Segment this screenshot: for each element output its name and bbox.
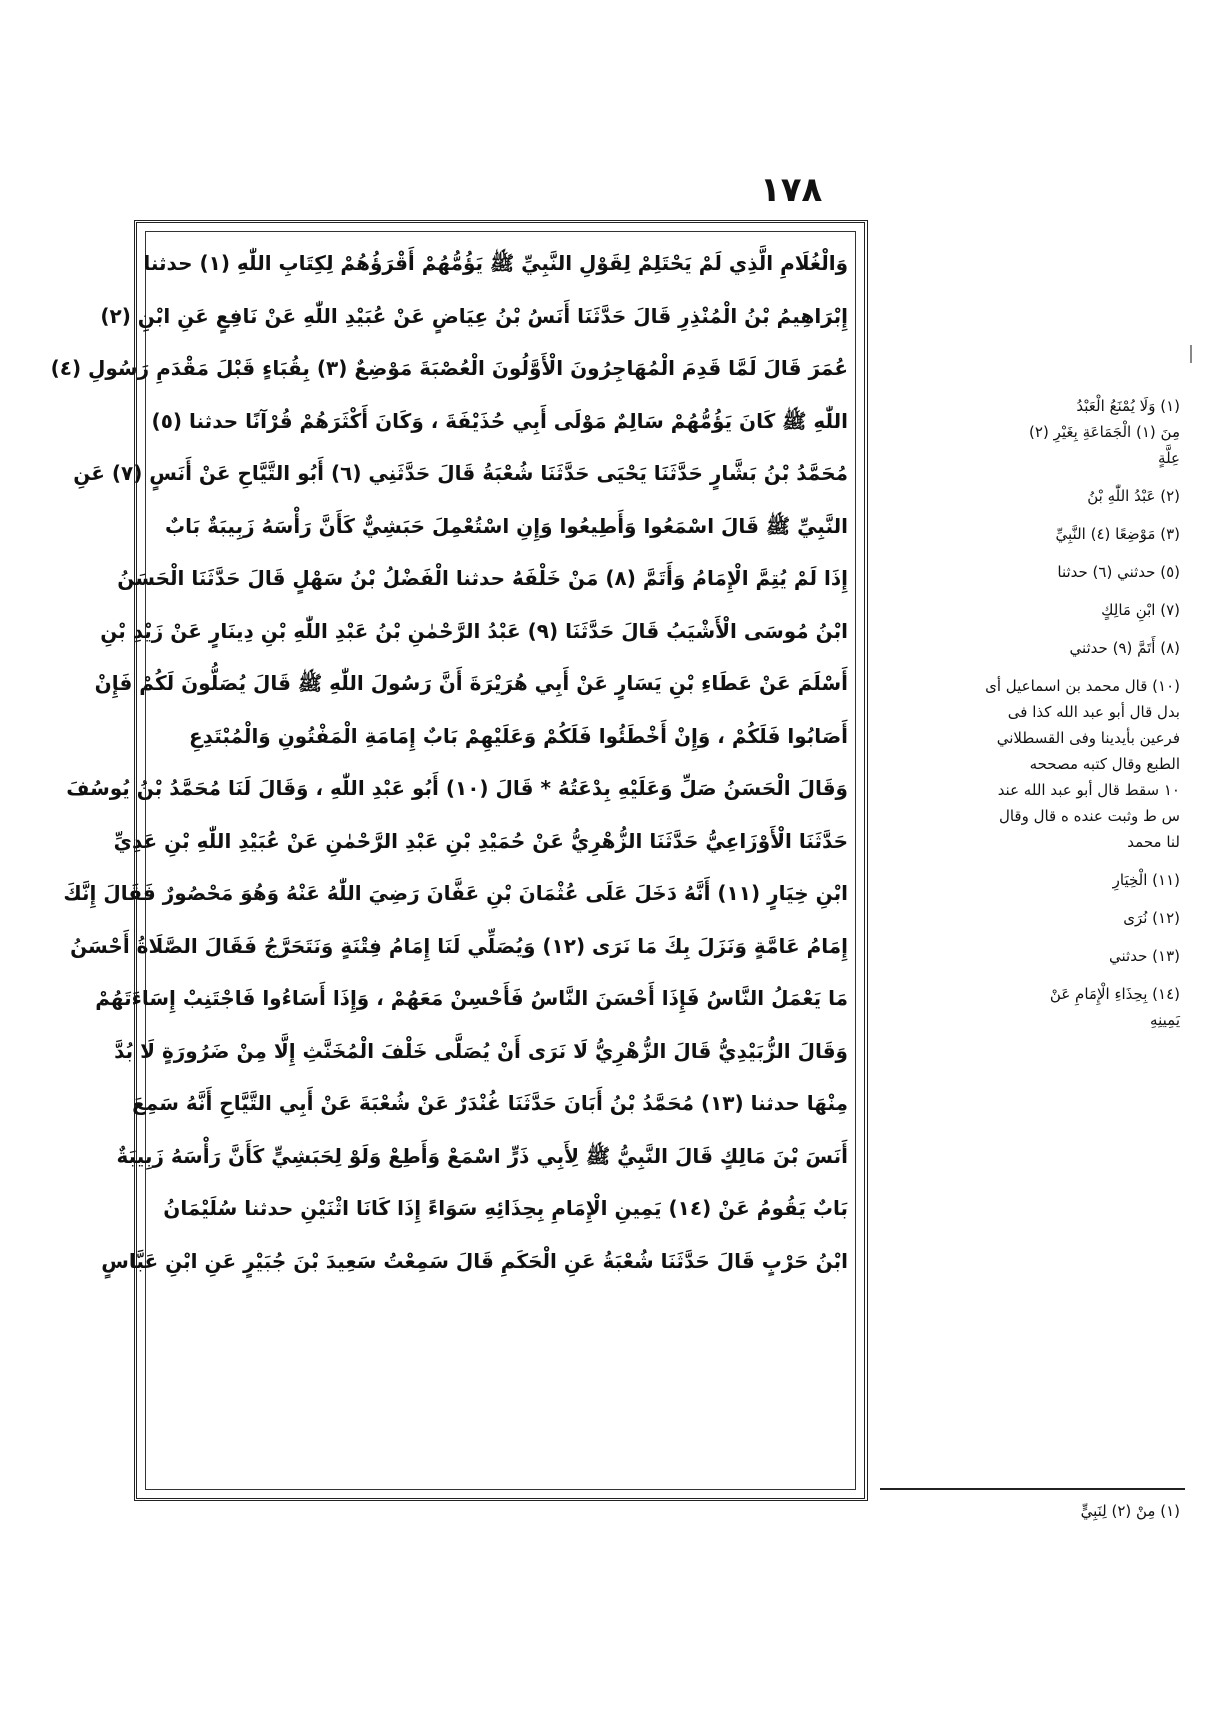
marginal-note: (١٤) بِحِذَاءِ الْإِمَامِ عَنْ: [1049, 985, 1180, 1003]
text-line: حَدَّثَنَا الْأَوْزَاعِيُّ حَدَّثَنَا الزُّهْرِيُّ عَنْ حُمَيْدِ بْنِ عَبْدِ الرَّحْمٰنِ عَنْ عُبَيْدِ اللّٰهِ بْنِ عَدِيِّ: [113, 828, 848, 853]
marginal-note: ١٠ سقط قال أبو عبد الله عند: [997, 781, 1180, 799]
text-line: بَابٌ يَقُومُ عَنْ (١٤) يَمِينِ الْإِمَامِ بِحِذَائِهِ سَوَاءً إِذَا كَانَا اثْنَيْنِ حدثنا سُلَيْمَانُ: [163, 1196, 848, 1220]
marginal-note: فرعين بأيدينا وفى القسطلاني: [996, 729, 1180, 747]
marginal-note: (١) وَلَا يُمْنَعُ الْعَبْدُ: [1076, 397, 1180, 415]
text-line: ابْنِ خِيَارٍ (١١) أَنَّهُ دَخَلَ عَلَى عُثْمَانَ بْنِ عَفَّانَ رَضِيَ اللّٰهُ عَنْهُ وَهُوَ مَحْصُورٌ فَقَالَ إِنَّكَ: [63, 881, 848, 905]
text-line: مُحَمَّدُ بْنُ بَشَّارٍ حَدَّثَنَا يَحْيَى حَدَّثَنَا شُعْبَةُ قَالَ حَدَّثَنِي (٦) أَبُو التَّيَّاحِ عَنْ أَنَسٍ (٧) عَنِ: [73, 461, 848, 485]
text-line: إِبْرَاهِيمُ بْنُ الْمُنْذِرِ قَالَ حَدَّثَنَا أَنَسُ بْنُ عِيَاضٍ عَنْ عُبَيْدِ اللّٰهِ عَنْ نَافِعٍ عَنِ ابْنِ (٢): [100, 303, 848, 328]
main-text-body: [50, 237, 848, 1287]
marginal-note: (١٠) قال محمد بن اسماعيل أى: [985, 677, 1180, 695]
text-line: أَنَسَ بْنَ مَالِكٍ قَالَ النَّبِيُّ ﷺ لِأَبِي ذَرٍّ اسْمَعْ وَأَطِعْ وَلَوْ لِحَبَشِيٍّ كَأَنَّ رَأْسَهُ زَبِيبَةٌ: [116, 1143, 848, 1168]
text-line: مِنْهَا حدثنا (١٣) مُحَمَّدُ بْنُ أَبَانَ حَدَّثَنَا غُنْدَرٌ عَنْ شُعْبَةَ عَنْ أَبِي التَّيَّاحِ أَنَّهُ سَمِعَ: [132, 1091, 848, 1115]
text-line: النَّبِيِّ ﷺ قَالَ اسْمَعُوا وَأَطِيعُوا وَإِنِ اسْتُعْمِلَ حَبَشِيٌّ كَأَنَّ رَأْسَهُ زَبِيبَةٌ بَابٌ: [165, 513, 848, 538]
marginal-note: عِلَّةٍ: [1158, 449, 1180, 467]
marginal-note: مِنَ (١) الْجَمَاعَةِ بِغَيْرِ (٢): [1029, 423, 1180, 441]
text-line: إِذَا لَمْ يُتِمَّ الْإِمَامُ وَأَتَمَّ (٨) مَنْ خَلْفَهُ حدثنا الْفَضْلُ بْنُ سَهْلٍ قَالَ حَدَّثَنَا الْحَسَنُ: [117, 566, 848, 590]
marginal-note: (٣) مَوْضِعًا (٤) النَّبِيِّ: [1055, 525, 1180, 543]
marginal-note: (١٢) نُرَى: [1123, 909, 1180, 927]
bottom-footnote: (١) مِنْ (٢) لِنَبِيٍّ: [1080, 1502, 1180, 1520]
main-text-frame: [50, 220, 868, 1501]
text-line: ابْنُ مُوسَى الْأَشْيَبُ قَالَ حَدَّثَنَا (٩) عَبْدُ الرَّحْمٰنِ بْنُ عَبْدِ اللّٰهِ بْنِ دِينَارٍ عَنْ زَيْدِ بْنِ: [100, 618, 848, 643]
text-line: وَالْغُلَامِ الَّذِي لَمْ يَحْتَلِمْ لِقَوْلِ النَّبِيِّ ﷺ يَؤُمُّهُمْ أَقْرَؤُهُمْ لِكِتَابِ اللّٰهِ (١) حدثنا: [143, 251, 848, 275]
marginal-notes: [880, 395, 1180, 1047]
marginal-note: (٢) عَبْدُ اللّٰهِ بْنُ: [1087, 487, 1180, 505]
text-line: وَقَالَ الزُّبَيْدِيُّ قَالَ الزُّهْرِيُّ لَا نَرَى أَنْ يُصَلَّى خَلْفَ الْمُخَنَّثِ إِلَّا مِنْ ضَرُورَةٍ لَا بُدَّ: [114, 1038, 848, 1063]
text-line: ابْنُ حَرْبٍ قَالَ حَدَّثَنَا شُعْبَةُ عَنِ الْحَكَمِ قَالَ سَمِعْتُ سَعِيدَ بْنَ جُبَيْرٍ عَنِ ابْنِ عَبَّاسٍ: [101, 1248, 848, 1273]
text-line: مَا يَعْمَلُ النَّاسُ فَإِذَا أَحْسَنَ النَّاسُ فَأَحْسِنْ مَعَهُمْ ، وَإِذَا أَسَاءُوا فَاجْتَنِبْ إِسَاءَتَهُمْ: [95, 986, 848, 1010]
marginal-note: لنا محمد: [1127, 833, 1180, 851]
text-line: عُمَرَ قَالَ لَمَّا قَدِمَ الْمُهَاجِرُونَ الْأَوَّلُونَ الْعُصْبَةَ مَوْضِعٌ (٣) بِقُبَاءٍ قَبْلَ مَقْدَمِ رَسُولِ (٤): [50, 356, 848, 380]
marginal-note: بدل قال أبو عبد الله كذا فى: [1007, 703, 1180, 721]
text-line: اللّٰهِ ﷺ كَانَ يَؤُمُّهُمْ سَالِمٌ مَوْلَى أَبِي حُذَيْفَةَ ، وَكَانَ أَكْثَرَهُمْ قُرْآنًا حدثنا (٥): [151, 408, 848, 433]
text-line: وَقَالَ الْحَسَنُ صَلِّ وَعَلَيْهِ بِدْعَتُهُ * قَالَ (١٠) أَبُو عَبْدِ اللّٰهِ ، وَقَالَ لَنَا مُحَمَّدُ بْنُ يُوسُفَ: [66, 776, 848, 800]
text-line: أَصَابُوا فَلَكُمْ ، وَإِنْ أَخْطَئُوا فَلَكُمْ وَعَلَيْهِمْ بَابٌ إِمَامَةِ الْمَفْتُونِ وَالْمُبْتَدِعِ: [188, 723, 848, 748]
text-line: أَسْلَمَ عَنْ عَطَاءِ بْنِ يَسَارٍ عَنْ أَبِي هُرَيْرَةَ أَنَّ رَسُولَ اللّٰهِ ﷺ قَالَ يُصَلُّونَ لَكُمْ فَإِنْ: [94, 671, 848, 695]
marginal-note: الطبع وقال كتبه مصححه: [1029, 755, 1180, 773]
page-number: ١٧٨: [760, 170, 823, 210]
marginal-note: (١١) الْخِيَارِ: [1112, 871, 1180, 889]
marginal-note: (٧) ابْنِ مَالِكٍ: [1101, 601, 1180, 619]
marginal-note: س ط وثبت عنده ه قال وقال: [998, 807, 1180, 825]
marginal-note: (٨) أَتَمَّ (٩) حدثني: [1069, 639, 1180, 657]
margin-mark: [1190, 345, 1192, 363]
text-line: إِمَامُ عَامَّةٍ وَنَزَلَ بِكَ مَا نَرَى (١٢) وَيُصَلِّي لَنَا إِمَامُ فِتْنَةٍ وَنَتَحَرَّجُ فَقَالَ الصَّلَاةُ أَحْسَنُ: [70, 933, 848, 958]
marginal-note: (١٣) حدثني: [1109, 947, 1180, 965]
notes-separator: [880, 1488, 1185, 1490]
marginal-note: (٥) حدثني (٦) حدثنا: [1057, 563, 1180, 581]
marginal-note: يَمِينِهِ: [1150, 1011, 1180, 1029]
